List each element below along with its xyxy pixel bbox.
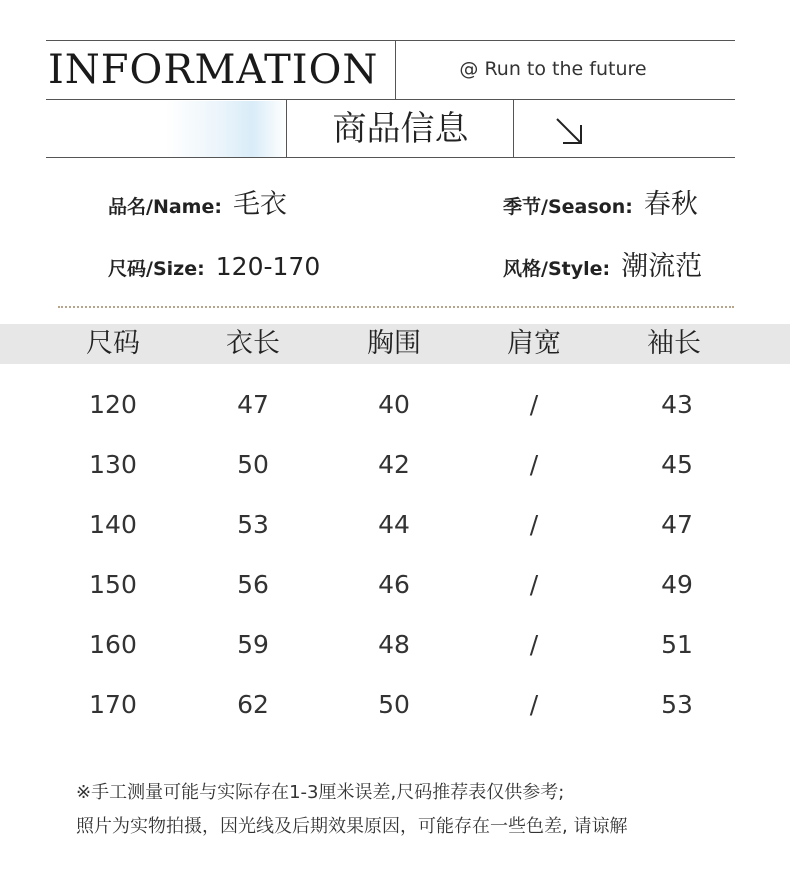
header-length: 衣长 (226, 328, 280, 359)
cell-shoulder: / (529, 630, 539, 659)
season-value: 春秋 (643, 189, 698, 220)
header-divider-3 (513, 99, 514, 157)
table-row (0, 505, 790, 545)
cell-sleeve: 43 (661, 390, 693, 419)
cell-size: 160 (89, 630, 137, 659)
section-title: 商品信息 (332, 109, 469, 149)
slogan: @ Run to the future (459, 58, 647, 80)
header-shoulder: 肩宽 (507, 328, 561, 359)
header-size: 尺码 (86, 328, 140, 359)
cell-length: 50 (237, 450, 269, 479)
brand-title: INFORMATION (48, 47, 379, 93)
cell-size: 150 (89, 570, 137, 599)
note-measurement: ※手工测量可能与实际存在1-3厘米误差,尺码推荐表仅供参考; (76, 782, 565, 803)
size-label: 尺码/Size: (108, 258, 205, 280)
info-size (108, 252, 320, 284)
table-row (0, 385, 790, 425)
cell-shoulder: / (529, 450, 539, 479)
table-row (0, 685, 790, 725)
season-label: 季节/Season: (503, 196, 633, 218)
cell-chest: 40 (378, 390, 410, 419)
cell-chest: 50 (378, 690, 410, 719)
dotted-divider (58, 306, 734, 308)
cell-chest: 42 (378, 450, 410, 479)
cell-size: 120 (89, 390, 137, 419)
cell-sleeve: 49 (661, 570, 693, 599)
decorative-gradient (46, 101, 286, 157)
style-value: 潮流范 (621, 251, 703, 282)
cell-size: 170 (89, 690, 137, 719)
cell-sleeve: 51 (661, 630, 693, 659)
cell-length: 62 (237, 690, 269, 719)
cell-size: 140 (89, 510, 137, 539)
header-middle-rule (46, 99, 735, 100)
name-label: 品名/Name: (108, 196, 222, 218)
cell-shoulder: / (529, 510, 539, 539)
name-value: 毛衣 (233, 189, 288, 220)
note-color: 照片为实物拍摄，因光线及后期效果原因，可能存在一些色差, 请谅解 (76, 816, 628, 837)
header-sleeve: 袖长 (647, 328, 701, 359)
style-label: 风格/Style: (503, 258, 611, 280)
cell-length: 56 (237, 570, 269, 599)
cell-shoulder: / (529, 690, 539, 719)
cell-chest: 46 (378, 570, 410, 599)
cell-shoulder: / (529, 570, 539, 599)
size-value: 120-170 (215, 252, 321, 281)
cell-size: 130 (89, 450, 137, 479)
arrow-down-right-icon (550, 112, 590, 152)
cell-chest: 48 (378, 630, 410, 659)
info-season (503, 190, 698, 222)
table-row (0, 565, 790, 605)
cell-length: 47 (237, 390, 269, 419)
cell-sleeve: 53 (661, 690, 693, 719)
table-row (0, 625, 790, 665)
cell-sleeve: 45 (661, 450, 693, 479)
info-style (503, 252, 702, 284)
header-divider-1 (395, 40, 396, 99)
cell-length: 53 (237, 510, 269, 539)
header-top-rule (46, 40, 735, 41)
header-chest: 胸围 (367, 328, 421, 359)
cell-shoulder: / (529, 390, 539, 419)
table-header (0, 324, 790, 364)
table-row (0, 445, 790, 485)
cell-sleeve: 47 (661, 510, 693, 539)
info-name (108, 190, 287, 222)
header-bottom-rule (46, 157, 735, 158)
cell-length: 59 (237, 630, 269, 659)
header-divider-2 (286, 99, 287, 157)
cell-chest: 44 (378, 510, 410, 539)
